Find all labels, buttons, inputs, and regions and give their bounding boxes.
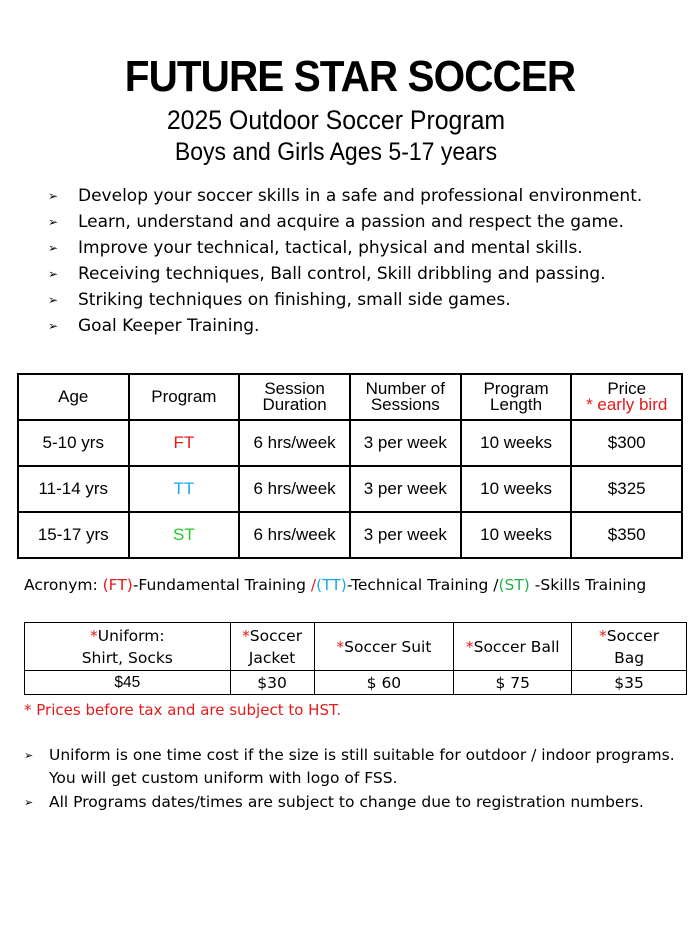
- ages-subtitle: Boys and Girls Ages 5-17 years: [174, 138, 498, 166]
- acronym-separator: /: [310, 576, 317, 594]
- program-code-cell: ST: [129, 512, 240, 558]
- program-subtitle: 2025 Outdoor Soccer Program: [166, 105, 506, 135]
- duration-cell: 6 hrs/week: [239, 466, 350, 512]
- table-row: [18, 420, 682, 466]
- price-cell: $300: [571, 420, 682, 466]
- table-row: [18, 512, 682, 558]
- highlight-text: Striking techniques on finishing, small side games.: [78, 290, 511, 310]
- arrowhead-bullet-icon: ➢: [48, 189, 59, 203]
- equipment-bag-header: *Soccer Bag: [572, 623, 687, 671]
- highlight-text: Improve your technical, tactical, physical and mental skills.: [78, 238, 583, 258]
- acronym-separator: /: [493, 576, 499, 594]
- arrowhead-bullet-icon: ➢: [48, 319, 59, 333]
- duration-cell: 6 hrs/week: [239, 420, 350, 466]
- sessions-cell: 3 per week: [350, 512, 461, 558]
- acronym-ft-text: -Fundamental Training: [132, 576, 311, 594]
- uniform-price: $45: [25, 671, 231, 695]
- col-header-price: Price * early bird: [571, 374, 682, 420]
- arrowhead-bullet-icon: ➢: [48, 267, 59, 281]
- sessions-cell: 3 per week: [350, 466, 461, 512]
- list-item: [24, 744, 684, 790]
- page-title: FUTURE STAR SOCCER: [124, 52, 576, 101]
- length-cell: 10 weeks: [461, 420, 572, 466]
- equipment-price-row: [25, 671, 687, 695]
- table-header-row: [18, 374, 682, 420]
- equipment-ball-header: *Soccer Ball: [454, 623, 572, 671]
- arrowhead-bullet-icon: ➢: [24, 749, 34, 762]
- ball-price: $ 75: [454, 671, 572, 695]
- highlight-text: Develop your soccer skills in a safe and professional environment.: [78, 186, 643, 206]
- arrowhead-bullet-icon: ➢: [48, 293, 59, 307]
- table-row: [18, 466, 682, 512]
- list-item: [48, 183, 642, 209]
- suit-price: $ 60: [314, 671, 454, 695]
- acronym-st: (ST): [498, 576, 530, 594]
- note-text: Uniform is one time cost if the size is still suitable for outdoor / indoor programs. You will get custom uniform with logo of FSS.: [49, 746, 675, 787]
- jacket-price: $30: [230, 671, 314, 695]
- highlight-text: Receiving techniques, Ball control, Skill dribbling and passing.: [78, 264, 606, 284]
- sessions-cell: 3 per week: [350, 420, 461, 466]
- equipment-header-row: [25, 623, 687, 671]
- length-cell: 10 weeks: [461, 466, 572, 512]
- list-item: [48, 313, 642, 339]
- program-code-cell: FT: [129, 420, 240, 466]
- col-header-program-length: Program Length: [461, 374, 572, 420]
- col-header-session-duration: Session Duration: [239, 374, 350, 420]
- acronym-tt-text: -Technical Training: [346, 576, 494, 594]
- list-item: [48, 235, 642, 261]
- age-cell: 11-14 yrs: [18, 466, 129, 512]
- acronym-st-text: -Skills Training: [529, 576, 647, 594]
- list-item: [48, 261, 642, 287]
- highlight-text: Goal Keeper Training.: [78, 316, 260, 336]
- list-item: [48, 287, 642, 313]
- age-cell: 15-17 yrs: [18, 512, 129, 558]
- arrowhead-bullet-icon: ➢: [48, 241, 59, 255]
- equipment-uniform-header: *Uniform: Shirt, Socks: [25, 623, 231, 671]
- price-cell: $325: [571, 466, 682, 512]
- equipment-table: [24, 622, 687, 695]
- arrowhead-bullet-icon: ➢: [48, 215, 59, 229]
- acronym-tt: (TT): [316, 576, 347, 594]
- length-cell: 10 weeks: [461, 512, 572, 558]
- bag-price: $35: [572, 671, 687, 695]
- arrowhead-bullet-icon: ➢: [24, 796, 34, 809]
- duration-cell: 6 hrs/week: [239, 512, 350, 558]
- program-table: [17, 373, 683, 559]
- early-bird-label: * early bird: [586, 395, 668, 414]
- note-text: All Programs dates/times are subject to change due to registration numbers.: [49, 793, 644, 811]
- list-item: [48, 209, 642, 235]
- price-cell: $350: [571, 512, 682, 558]
- program-code-cell: TT: [129, 466, 240, 512]
- acronym-ft: (FT): [102, 576, 133, 594]
- notes-list: [24, 744, 684, 815]
- list-item: [24, 791, 684, 814]
- col-header-age: Age: [18, 374, 129, 420]
- col-header-number-sessions: Number of Sessions: [350, 374, 461, 420]
- highlight-text: Learn, understand and acquire a passion and respect the game.: [78, 212, 624, 232]
- equipment-jacket-header: *Soccer Jacket: [230, 623, 314, 671]
- highlights-list: [48, 183, 642, 339]
- equipment-suit-header: *Soccer Suit: [314, 623, 454, 671]
- acronym-label: Acronym:: [24, 576, 103, 594]
- col-header-program: Program: [129, 374, 240, 420]
- tax-note: * Prices before tax and are subject to HST.: [24, 701, 342, 719]
- acronym-legend: [24, 576, 646, 594]
- age-cell: 5-10 yrs: [18, 420, 129, 466]
